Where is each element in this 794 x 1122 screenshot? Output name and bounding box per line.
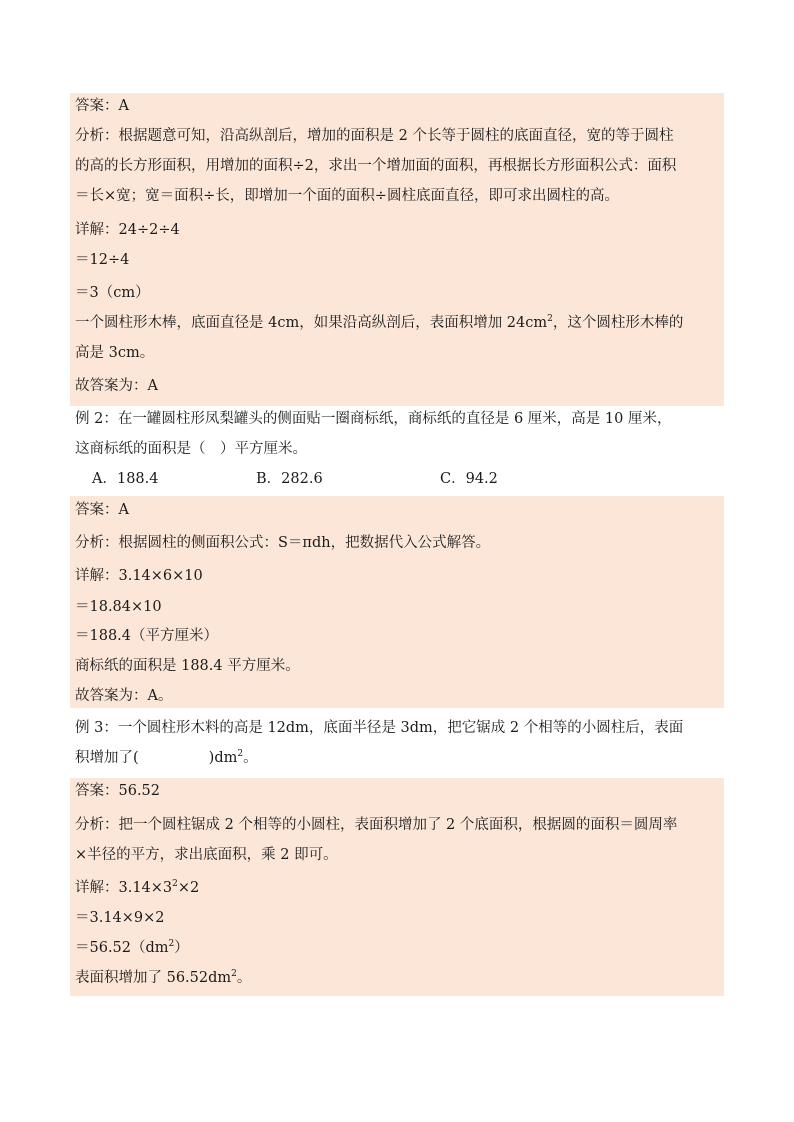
detail-text: ＝3（cm） (75, 285, 150, 301)
final-answer: 故答案为：A (75, 378, 158, 394)
conclusion-text: 商标纸的面积是 188.4 平方厘米。 (75, 658, 300, 674)
detail-text: ＝3.14×9×2 (75, 910, 165, 926)
detail-text-part: ＝56.52（dm (75, 940, 169, 956)
detail-text: 详解：3.14×6×10 (75, 568, 203, 584)
conclusion-text-part: 表面积增加了 56.52dm (75, 970, 232, 986)
analysis-text: 分析：把一个圆柱锯成 2 个相等的小圆柱，表面积增加了 2 个底面积，根据圆的面积＝圆周率 (75, 817, 678, 833)
detail-text: ＝188.4（平方厘米） (75, 628, 219, 644)
detail-text: 详解：24÷2÷4 (75, 222, 180, 238)
analysis-text: 的高的长方形面积，用增加的面积÷2，求出一个增加面的面积，再根据长方形面积公式：面积 (75, 158, 677, 174)
answer-label: 答案：56.52 (75, 783, 161, 799)
analysis-text: ×半径的平方，求出底面积，乘 2 即可。 (75, 847, 338, 863)
conclusion-text: 高是 3cm。 (75, 345, 155, 361)
answer-label: 答案：A (75, 98, 129, 114)
analysis-text: 分析：根据圆柱的侧面积公式：S＝πdh，把数据代入公式解答。 (75, 535, 491, 551)
superscript: 2 (237, 749, 244, 760)
question-text-part: 。 (243, 750, 258, 766)
solution-block-2 (70, 496, 724, 708)
superscript: 2 (172, 879, 178, 890)
analysis-text: ＝长×宽；宽＝面积÷长，即增加一个面的面积÷圆柱底面直径，即可求出圆柱的高。 (75, 188, 619, 204)
option-a: A．188.4 (92, 471, 159, 487)
superscript: 2 (547, 314, 553, 325)
option-b: B．282.6 (256, 471, 323, 487)
detail-text (75, 938, 189, 958)
question-text (75, 748, 258, 768)
question-text-part: )dm (208, 750, 238, 766)
conclusion-text (75, 968, 251, 988)
question-text: 例 2：在一罐圆柱形凤梨罐头的侧面贴一圈商标纸，商标纸的直径是 6 厘米，高是 10 厘米， (75, 411, 672, 427)
conclusion-text-part: 。 (236, 970, 252, 986)
superscript: 2 (168, 939, 175, 950)
detail-text-part: ） (174, 940, 189, 956)
question-text-part: 积增加了( (75, 750, 139, 766)
question-text: 这商标纸的面积是（ ）平方厘米。 (75, 441, 307, 457)
analysis-text: 分析：根据题意可知，沿高纵剖后，增加的面积是 2 个长等于圆柱的底面直径，宽的等于圆柱 (75, 128, 674, 144)
conclusion-text (75, 313, 683, 333)
option-c: C．94.2 (440, 471, 498, 487)
detail-text-part: ×2 (177, 880, 200, 896)
answer-label: 答案：A (75, 502, 129, 518)
detail-text: ＝12÷4 (75, 252, 130, 268)
detail-text: ＝18.84×10 (75, 599, 162, 615)
detail-text-part: 详解：3.14×3 (75, 880, 173, 896)
conclusion-text-part: ，这个圆柱形木棒的 (552, 315, 684, 331)
superscript: 2 (231, 969, 237, 980)
conclusion-text-part: 一个圆柱形木棒，底面直径是 4cm，如果沿高纵剖后，表面积增加 24cm (75, 315, 548, 331)
final-answer: 故答案为：A。 (75, 688, 173, 704)
question-text: 例 3：一个圆柱形木料的高是 12dm，底面半径是 3dm，把它锯成 2 个相等的小圆柱后，表面 (75, 720, 684, 736)
detail-text (75, 878, 199, 898)
